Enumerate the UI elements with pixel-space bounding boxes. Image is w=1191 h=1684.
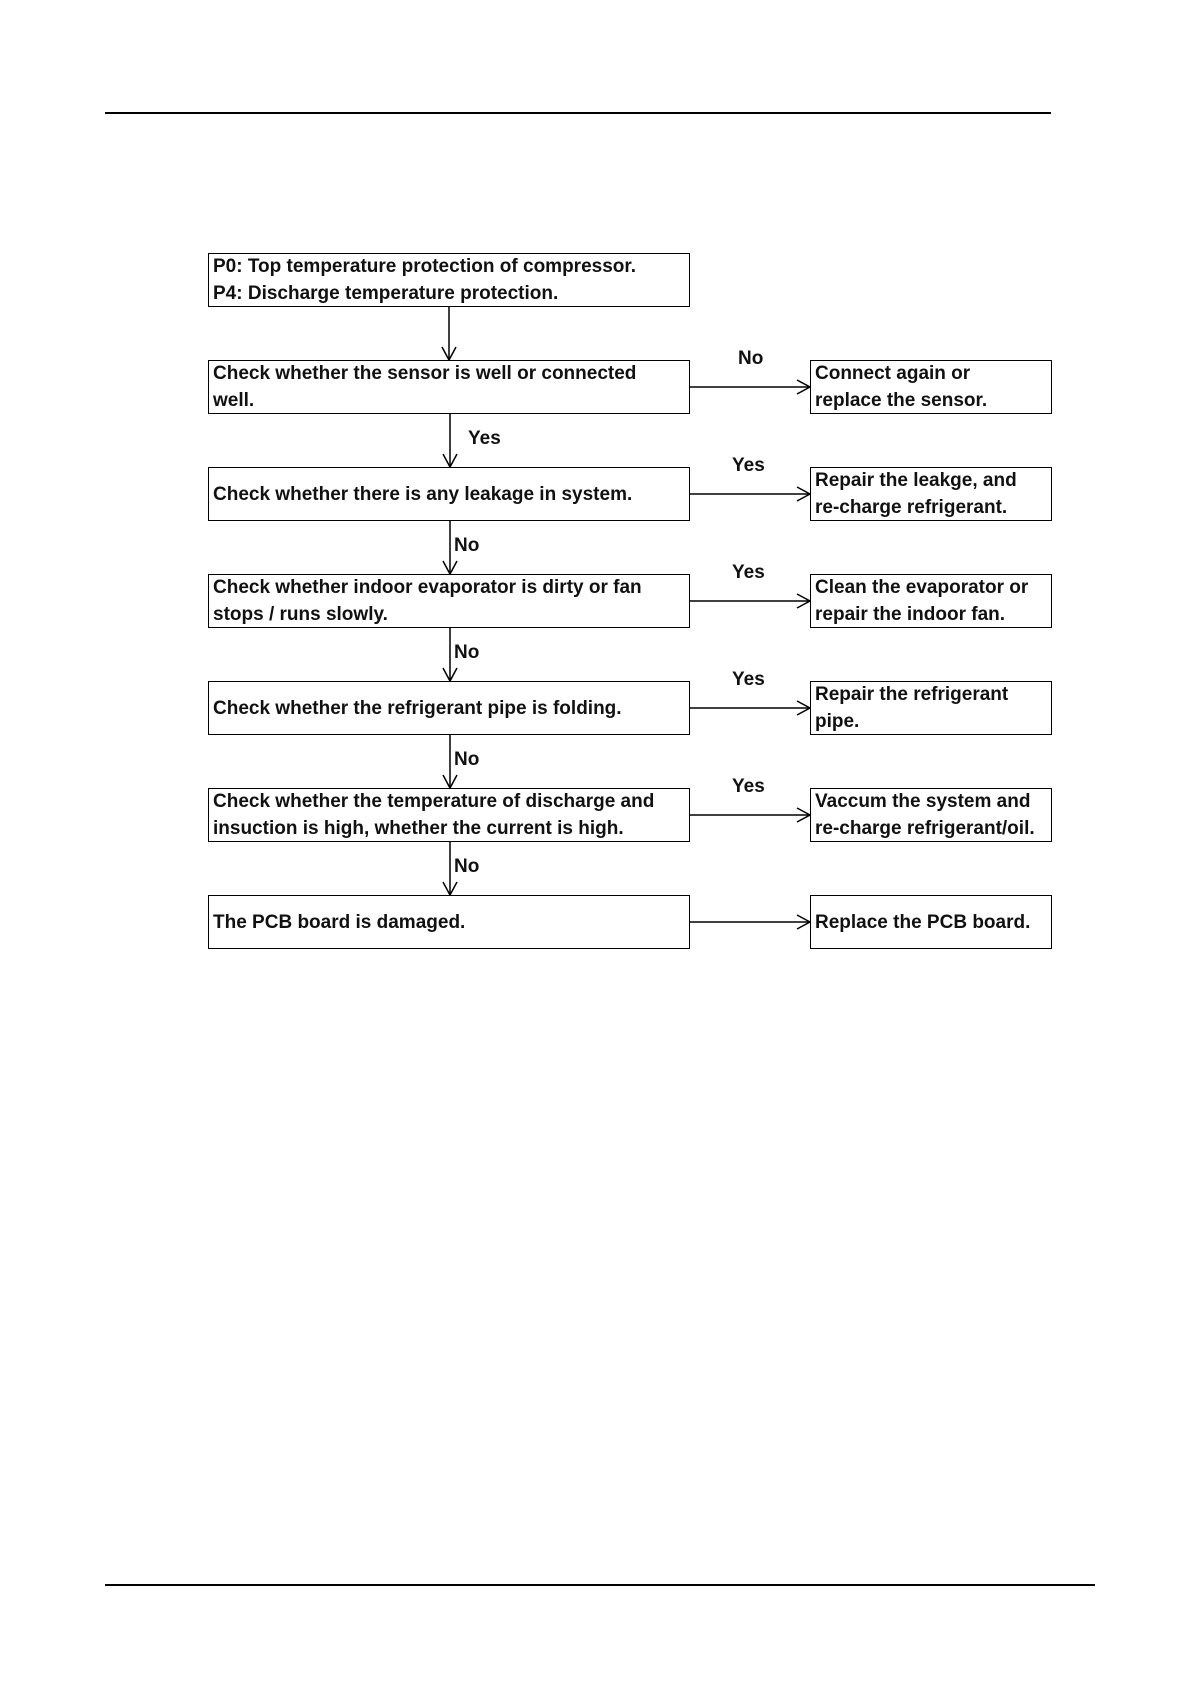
action-line: Replace the PCB board.	[815, 911, 1031, 933]
check-line: stops / runs slowly.	[213, 604, 388, 625]
action-line: Connect again or	[815, 363, 971, 384]
start-line-1: P0: Top temperature protection of compressor.	[213, 256, 637, 277]
branch-label-yes: Yes	[732, 669, 765, 690]
check-box-sensor	[208, 360, 690, 414]
check-line: well.	[213, 390, 255, 411]
check-box-evaporator	[208, 574, 690, 628]
check-line: Check whether there is any leakage in system.	[213, 483, 633, 505]
check-line: The PCB board is damaged.	[213, 911, 466, 933]
action-box-pipe	[810, 681, 1052, 735]
action-line: Clean the evaporator or	[815, 577, 1029, 598]
action-box-leakage	[810, 467, 1052, 521]
down-label-no: No	[454, 642, 480, 663]
action-line: Repair the leakge, and	[815, 470, 1017, 491]
branch-label-yes: Yes	[732, 562, 765, 583]
down-label-no: No	[454, 749, 480, 770]
action-line: Vaccum the system and	[815, 791, 1031, 812]
start-box	[208, 253, 690, 307]
action-box-pcb	[810, 895, 1052, 949]
branch-label-no: No	[738, 348, 764, 369]
action-line: Repair the refrigerant	[815, 684, 1009, 705]
start-line-2: P4: Discharge temperature protection.	[213, 283, 559, 304]
action-line: re-charge refrigerant/oil.	[815, 818, 1035, 839]
check-box-temperature	[208, 788, 690, 842]
check-box-pipe	[208, 681, 690, 735]
down-label-yes: Yes	[468, 428, 501, 449]
action-box-evaporator	[810, 574, 1052, 628]
action-line: pipe.	[815, 711, 860, 732]
action-box-sensor	[810, 360, 1052, 414]
action-box-temperature	[810, 788, 1052, 842]
down-label-no: No	[454, 535, 480, 556]
action-line: repair the indoor fan.	[815, 604, 1006, 625]
check-box-leakage	[208, 467, 690, 521]
action-line: replace the sensor.	[815, 390, 988, 411]
check-line: Check whether the temperature of discharge and	[213, 791, 655, 812]
check-line: Check whether the refrigerant pipe is folding.	[213, 697, 622, 719]
check-line: Check whether the sensor is well or connected	[213, 363, 637, 384]
check-box-pcb	[208, 895, 690, 949]
branch-label-yes: Yes	[732, 455, 765, 476]
down-label-no: No	[454, 856, 480, 877]
check-line: insuction is high, whether the current is high.	[213, 818, 624, 839]
branch-label-yes: Yes	[732, 776, 765, 797]
check-line: Check whether indoor evaporator is dirty or fan	[213, 577, 642, 598]
action-line: re-charge refrigerant.	[815, 497, 1008, 518]
